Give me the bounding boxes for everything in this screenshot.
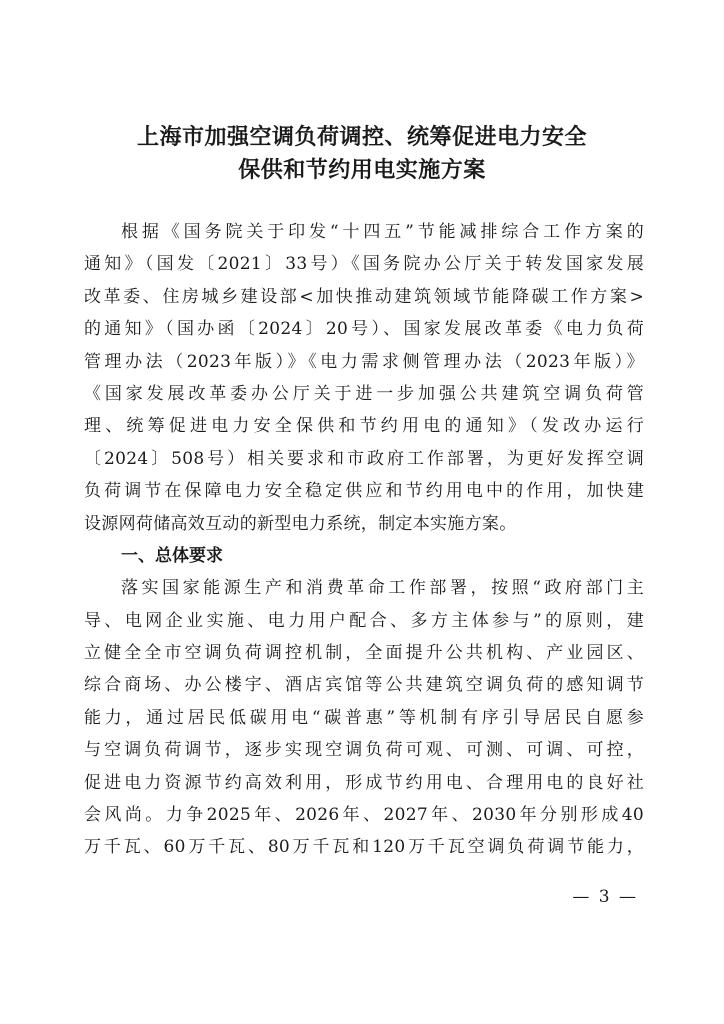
section-1-line: 立健全全市空调负荷调控机制，全面提升公共机构、产业园区、 bbox=[84, 643, 644, 664]
document-title-line-1: 上海市加强空调负荷调控、统筹促进电力安全 bbox=[136, 124, 587, 150]
intro-line: 改革委、住房城乡建设部<加快推动建筑领域节能降碳工作方案> bbox=[84, 286, 644, 307]
intro-line: 的通知》（国办函〔2024〕20号）、国家发展改革委《电力负荷 bbox=[84, 319, 644, 340]
section-1-line: 能力，通过居民低碳用电“碳普惠”等机制有序引导居民自愿参 bbox=[84, 707, 644, 728]
section-1-line: 综合商场、办公楼宇、酒店宾馆等公共建筑空调负荷的感知调节 bbox=[84, 675, 644, 696]
intro-line: 通知》（国发〔2021〕33号）《国务院办公厅关于转发国家发展 bbox=[84, 254, 644, 275]
document-title-line-2: 保供和节约用电实施方案 bbox=[238, 157, 486, 183]
section-1-line: 会风尚。力争2025年、2026年、2027年、2030年分别形成40 bbox=[84, 805, 644, 826]
intro-line: 《国家发展改革委办公厅关于进一步加强公共建筑空调负荷管 bbox=[84, 383, 644, 404]
section-1-line: 导、电网企业实施、电力用户配合、多方主体参与”的原则，建 bbox=[84, 610, 644, 631]
intro-line: 负荷调节在保障电力安全稳定供应和节约用电中的作用，加快建 bbox=[84, 481, 644, 502]
page-number: — 3 — bbox=[572, 887, 638, 907]
section-1-heading: 一、总体要求 bbox=[121, 545, 223, 566]
intro-line: 〔2024〕508号）相关要求和市政府工作部署，为更好发挥空调 bbox=[84, 448, 644, 469]
section-1-line: 落实国家能源生产和消费革命工作部署，按照“政府部门主 bbox=[121, 578, 644, 599]
document-body bbox=[84, 216, 644, 864]
section-1-line: 促进电力资源节约高效利用，形成节约用电、合理用电的良好社 bbox=[84, 772, 644, 793]
intro-line: 根据《国务院关于印发“十四五”节能减排综合工作方案的 bbox=[121, 222, 644, 242]
intro-line: 理、统筹促进电力安全保供和节约用电的通知》（发改办运行 bbox=[84, 416, 644, 437]
intro-line: 设源网荷储高效互动的新型电力系统，制定本实施方案。 bbox=[84, 513, 517, 534]
section-1-line: 万千瓦、60万千瓦、80万千瓦和120万千瓦空调负荷调节能力， bbox=[84, 837, 644, 858]
section-1-line: 与空调负荷调节，逐步实现空调负荷可观、可测、可调、可控， bbox=[84, 740, 644, 761]
intro-line: 管理办法（2023年版）》《电力需求侧管理办法（2023年版）》 bbox=[84, 351, 644, 372]
